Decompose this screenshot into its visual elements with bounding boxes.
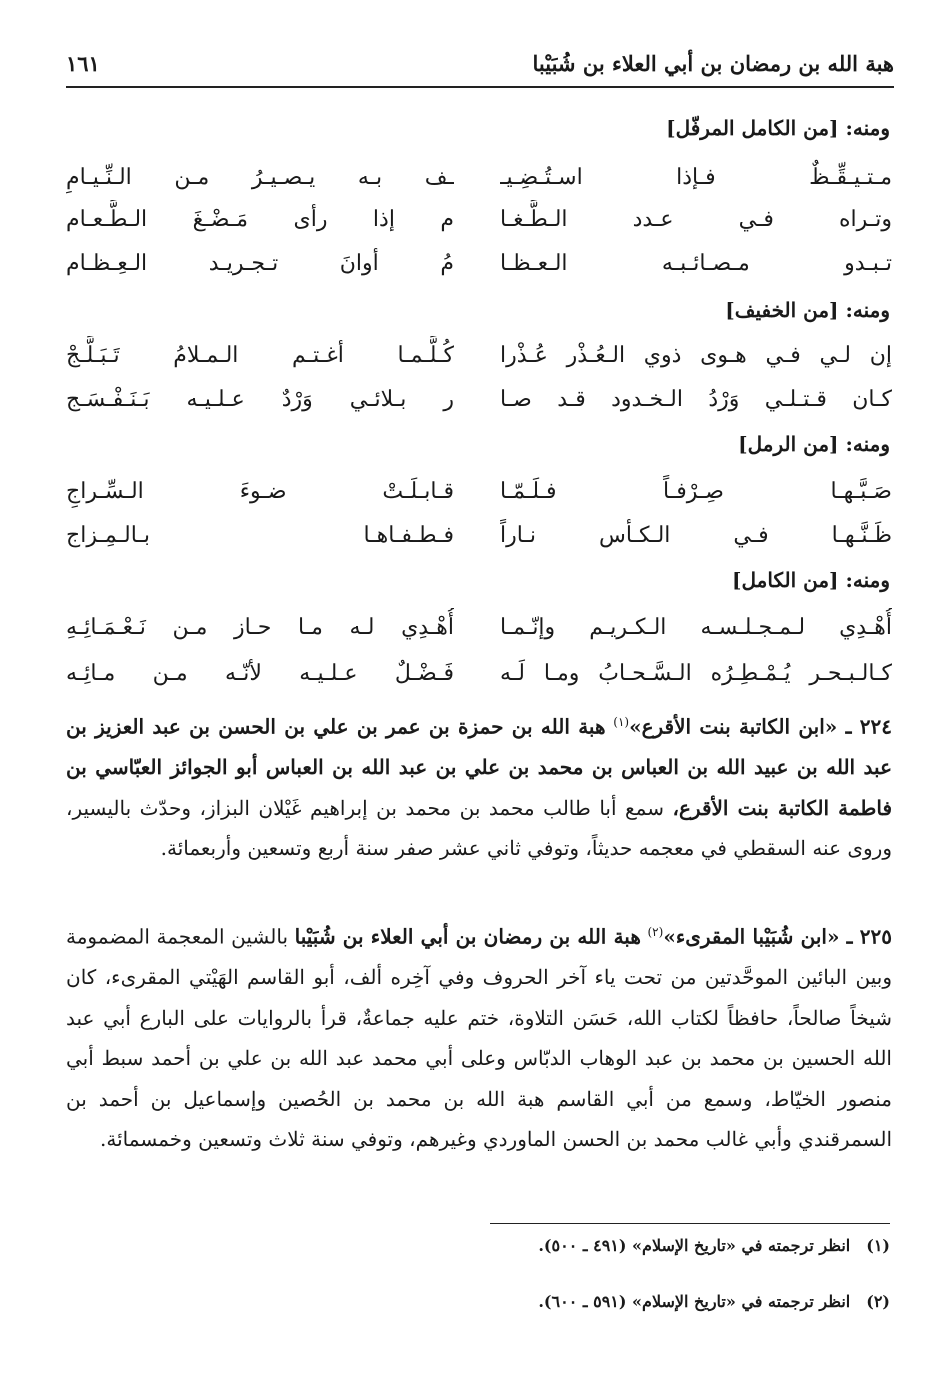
poem-intro: ومنه: [من الكامل] — [732, 568, 890, 592]
entry-224 — [66, 702, 892, 869]
verse-first-hemistich: أُهْـدِي لـمـجـلـسـه الـكـريـم وإنّـمـا — [500, 615, 892, 640]
verse-second-hemistich: أُهْـدِي لـه مـا حـاز مـن نَـعْـمَـائِـهِ — [66, 615, 454, 640]
verse-line — [66, 472, 892, 512]
footnote-ref[interactable]: (٢) — [647, 925, 664, 939]
verse-second-hemistich: ر بـلائـي وَرْدٌ عـلـيـه بَـنَـفْـسَـج — [66, 387, 454, 412]
footnote — [538, 1236, 890, 1255]
verse-second-hemistich: فـطـفـاهـا بـالـمِـزاج — [66, 523, 454, 548]
entry-body: سمع أبا طالب محمد بن محمد بن إبراهيم غَيْلان البزاز، وحدّث باليسير، وروى عنه السقطي في معجمه حديثاً، وتوفي ثاني عشر صفر سنة أربع وتسعين وأربعمائة. — [66, 795, 892, 861]
page-number: ١٦١ — [66, 50, 100, 76]
entry-number: ٢٢٤ ـ «ابن الكاتبة بنت الأقرع» — [629, 714, 892, 739]
verse-second-hemistich: ـف بـه يـصـيـرُ مـن الـنِّـيـامِ — [66, 165, 454, 190]
verse-line — [66, 380, 892, 420]
entry-225 — [66, 912, 892, 1160]
poem-intro: ومنه: [من الكامل المرفّل] — [666, 116, 890, 140]
verse-first-hemistich: إن لـي فـي هـوى ذوي الـعُـذْر عُـذْرا — [500, 343, 892, 368]
verse-first-hemistich: كـان قـتـلـي وَرْدُ الـخـدود قـد صـا — [500, 387, 892, 412]
running-header — [66, 40, 894, 88]
verse-first-hemistich: ظَـنَّـهـا فـي الـكـأس نـاراً — [500, 523, 892, 548]
footnote-text: انظر ترجمته في «تاريخ الإسلام» (٤٩١ ـ ٥٠٠). — [538, 1236, 851, 1255]
verse-first-hemistich: صَـبَّـهـا صِـرْفـاً فـلَـمّـا — [500, 479, 892, 504]
verse-second-hemistich: فَـضْـلٌ عـلـيـه لأنّـه مـن مـائِـه — [66, 661, 454, 686]
footnote-divider — [490, 1223, 890, 1224]
footnote-ref[interactable]: (١) — [613, 715, 630, 729]
entry-number: ٢٢٥ ـ «ابن شُبَيْبا المقرىء» — [663, 924, 892, 949]
verse-second-hemistich: مُ أوانَ تـجـريـد الـعِـظـام — [66, 251, 454, 276]
verse-line — [66, 654, 892, 694]
running-title: هبة الله بن رمضان بن أبي العلاء بن شُبَيْبا — [532, 50, 894, 76]
verse-line — [66, 244, 892, 284]
verse-first-hemistich: مـتـيـقِّـظٌ فـإذا اسـتُـضِـيـ — [500, 165, 892, 190]
footnote — [538, 1292, 890, 1311]
verse-first-hemistich: تـبـدو مـصـائـبـه الـعـظـا — [500, 251, 892, 276]
verse-second-hemistich: كُـلَّـمـا أغـتـم الـمـلامُ تَـبَـلَّـجْ — [66, 343, 454, 368]
footnote-text: انظر ترجمته في «تاريخ الإسلام» (٥٩١ ـ ٦٠٠). — [538, 1292, 851, 1311]
verse-line — [66, 336, 892, 376]
verse-first-hemistich: كـالـبـحـر يُـمْـطِـرُه الـسَّـحـابُ ومـا لَـه — [500, 661, 892, 686]
verse-line — [66, 608, 892, 648]
verse-line — [66, 158, 892, 198]
footnote-number: (٢) — [866, 1292, 890, 1311]
poem-intro: ومنه: [من الرمل] — [738, 432, 890, 456]
verse-line — [66, 200, 892, 240]
entry-name: هبة الله بن حمزة بن عمر بن علي بن الحسن بن عبد العزيز بن عبد الله بن عبيد الله بن العباس بن محمد بن علي بن عبد الله بن العباس أبو الجوائز العبّاسي بن فاطمة الكاتبة بنت الأقرع، — [66, 714, 893, 820]
footnote-number: (١) — [866, 1236, 890, 1255]
entry-name: هبة الله بن رمضان بن أبي العلاء بن شُبَيْبا — [294, 924, 641, 949]
verse-second-hemistich: قـابـلَـتْ ضـوءَ الـسِّـراجِ — [66, 479, 454, 504]
verse-first-hemistich: وتـراه فـي عـدد الـطَّـغـا — [500, 207, 892, 232]
poem-intro: ومنه: [من الخفيف] — [725, 298, 890, 322]
verse-line — [66, 516, 892, 556]
verse-second-hemistich: م إذا رأى مَـضْـغَ الـطَّـعـام — [66, 207, 454, 232]
entry-body: بالشين المعجمة المضمومة وبين البائين الموحَّدتين من تحت ياء آخر الحروف وفي آخِره ألف، أبو القاسم الهَيْتي المقرىء، كان شيخاً صالحاً، حافظاً لكتاب الله، حَسَن التلاوة، ختم عليه جماعةٌ، قرأ بالروايات على البارع أبي عبد الله الحسين بن محمد بن عبد الوهاب الدبّاس وعلى أبي محمد عبد الله بن علي بن أحمد سبط أبي منصور الخيّاط، وسمع من أبي القاسم هبة الله بن محمد بن الحُصين وإسماعيل بن أحمد بن السمرقندي وأبي غالب محمد بن الحسن الماوردي وغيرهم، وتوفي سنة ثلاث وتسعين وخمسمائة. — [66, 924, 892, 1152]
